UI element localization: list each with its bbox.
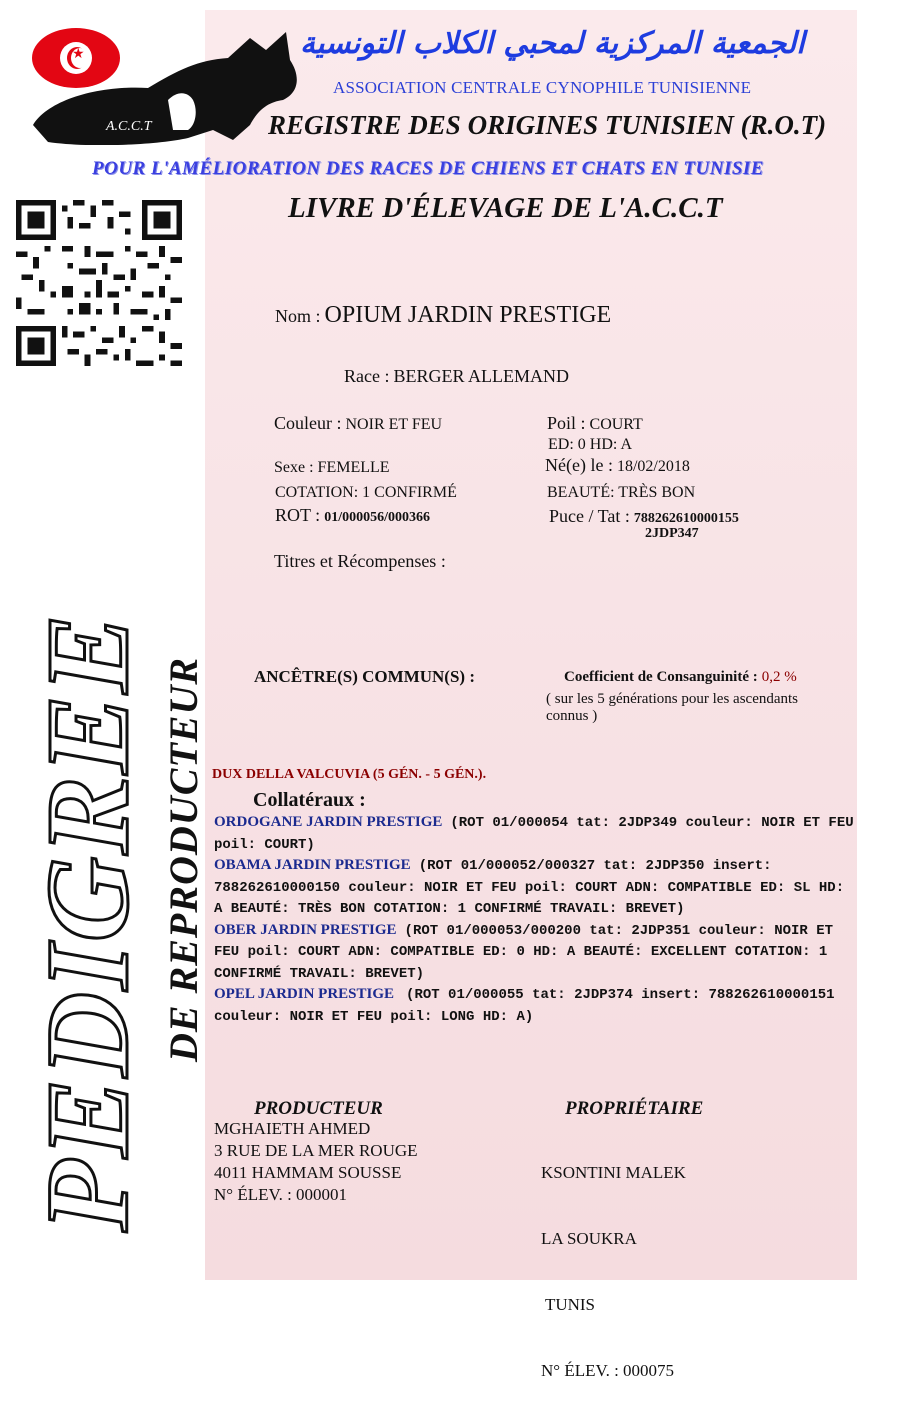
puce-row	[549, 506, 739, 527]
collateral-details: (ROT 01/000052/000327 tat: 2JDP350 insert: 788262610000150 couleur: NOIR ET FEU poil: COURT ADN: COMPATIBLE ED: SL HD: A BEAUTÉ: TRÈS BON COTATION: 1 CONFIRMÉ TRAVAIL: BREVET)	[214, 858, 845, 917]
puce-label: Puce / Tat :	[549, 506, 630, 526]
reproducteur-vertical-subtitle: DE REPRODUCTEUR	[161, 656, 206, 1062]
nom-value: OPIUM JARDIN PRESTIGE	[324, 302, 612, 328]
rot-row	[275, 505, 430, 526]
collateral-name: OPEL JARDIN PRESTIGE	[214, 986, 395, 1002]
tunisian-flag-icon: ★	[32, 28, 120, 88]
puce-value: 788262610000155	[633, 511, 739, 526]
ne-row	[545, 455, 690, 476]
collateraux-list	[214, 812, 854, 1027]
sexe-row	[274, 459, 390, 477]
producteur-address2: 4011 HAMMAM SOUSSE	[214, 1163, 402, 1182]
logo-text: A.C.C.T	[106, 119, 152, 134]
list-item	[214, 855, 854, 920]
proprietaire-address2: TUNIS	[541, 1295, 595, 1314]
sexe-value: FEMELLE	[317, 459, 390, 476]
proprietaire-heading: PROPRIÉTAIRE	[565, 1098, 704, 1119]
poil-value: COURT	[589, 416, 643, 433]
producteur-block	[214, 1118, 418, 1206]
couleur-value: NOIR ET FEU	[345, 416, 443, 433]
association-name: ASSOCIATION CENTRALE CYNOPHILE TUNISIENNE	[333, 78, 752, 97]
producteur-name: MGHAIETH AHMED	[214, 1119, 371, 1138]
coef-note-2: connus )	[546, 708, 598, 724]
poil-row	[547, 413, 643, 434]
collateral-details: (ROT 01/000055 tat: 2JDP374 insert: 788262610000151 couleur: NOIR ET FEU poil: LONG HD: A)	[214, 987, 835, 1025]
titres-label: Titres et Récompenses :	[274, 551, 446, 571]
rot-label: ROT :	[275, 505, 321, 525]
ancetres-label: ANCÊTRE(S) COMMUN(S) :	[254, 667, 475, 686]
ancetre-commun: DUX DELLA VALCUVIA (5 GÉN. - 5 GÉN.).	[212, 767, 487, 782]
producteur-address1: 3 RUE DE LA MER ROUGE	[214, 1141, 418, 1160]
pedigree-vertical-title: PEDIGREE	[22, 612, 153, 1232]
rot-value: 01/000056/000366	[324, 510, 430, 525]
acct-logo-dog-cat-icon	[28, 30, 303, 145]
producteur-elev: N° ÉLEV. : 000001	[214, 1185, 348, 1204]
collateral-name: ORDOGANE JARDIN PRESTIGE	[214, 814, 443, 830]
coef-value: 0,2 %	[761, 669, 797, 685]
list-item	[214, 920, 854, 985]
ne-label: Né(e) le :	[545, 455, 613, 475]
amelioration-banner: POUR L'AMÉLIORATION DES RACES DE CHIENS ET CHATS EN TUNISIE	[92, 158, 764, 179]
registre-title: REGISTRE DES ORIGINES TUNISIEN (R.O.T)	[268, 110, 827, 140]
ne-value: 18/02/2018	[616, 458, 690, 475]
nom-label: Nom :	[275, 306, 321, 326]
qr-code-icon	[16, 200, 182, 366]
race-label: Race :	[344, 366, 390, 386]
proprietaire-block	[541, 1118, 686, 1404]
list-item	[214, 812, 854, 855]
proprietaire-elev: N° ÉLEV. : 000075	[541, 1361, 675, 1380]
livre-title: LIVRE D'ÉLEVAGE DE L'A.C.C.T	[288, 192, 723, 224]
arabic-title: الجمعية المركزية لمحبي الكلاب التونسية	[300, 26, 805, 61]
producteur-heading: PRODUCTEUR	[254, 1098, 383, 1119]
beaute-value: BEAUTÉ: TRÈS BON	[547, 484, 696, 501]
sexe-label: Sexe :	[274, 459, 314, 476]
race-row	[344, 366, 569, 387]
collateral-details: (ROT 01/000054 tat: 2JDP349 couleur: NOIR ET FEU poil: COURT)	[214, 815, 854, 853]
list-item	[214, 984, 854, 1027]
coef-label: Coefficient de Consanguinité :	[564, 669, 758, 685]
ed-hd-value: ED: 0 HD: A	[548, 436, 632, 453]
nom-row	[275, 302, 611, 329]
proprietaire-name: KSONTINI MALEK	[541, 1163, 686, 1182]
collateral-details: (ROT 01/000053/000200 tat: 2JDP351 couleur: NOIR ET FEU poil: COURT ADN: COMPATIBLE ED: 0 HD: A BEAUTÉ: EXCELLENT COTATION: 1 CONFIRMÉ TRAVAIL: BREVET)	[214, 922, 834, 982]
poil-label: Poil :	[547, 413, 586, 433]
coef-row	[564, 668, 797, 686]
collateral-name: OBER JARDIN PRESTIGE	[214, 921, 397, 938]
race-value: BERGER ALLEMAND	[393, 366, 569, 386]
couleur-row	[274, 413, 442, 434]
collateral-name: OBAMA JARDIN PRESTIGE	[214, 857, 411, 873]
coef-note-1: ( sur les 5 générations pour les ascendants	[546, 691, 799, 707]
couleur-label: Couleur :	[274, 413, 342, 433]
tat-value: 2JDP347	[645, 526, 699, 541]
proprietaire-address1: LA SOUKRA	[541, 1229, 637, 1248]
collateraux-label: Collatéraux :	[253, 789, 366, 811]
cotation-value: COTATION: 1 CONFIRMÉ	[275, 484, 457, 501]
